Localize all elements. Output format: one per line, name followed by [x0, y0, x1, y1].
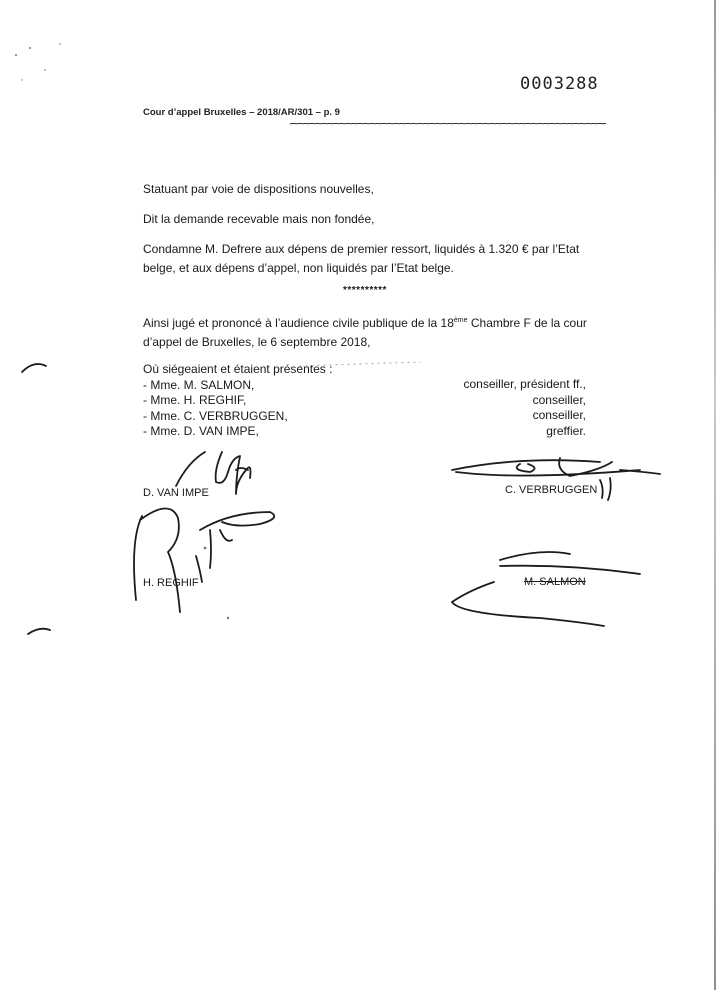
scan-edge [714, 0, 716, 990]
judgment-ordinal: ème [453, 317, 468, 324]
paragraph-condamne: Condamne M. Defrere aux dépens de premier ressort, liquidés à 1.320 € par l’Etat belge, et aux dépens d’appel, non liquidés par l’Etat belge. [143, 242, 580, 275]
ink-dot [227, 617, 229, 619]
scan-speck [29, 47, 31, 49]
signature-name-salmon: M. SALMON [524, 576, 586, 588]
signature-reghif [134, 508, 274, 612]
paragraph-recevable: Dit la demande recevable mais non fondée, [143, 212, 375, 226]
member-name: - Mme. D. VAN IMPE, [143, 424, 259, 438]
signature-name-verbruggen: C. VERBRUGGEN [505, 484, 598, 496]
paragraph-dispositions: Statuant par voie de dispositions nouvelles, [143, 182, 374, 196]
judgment-text-before: Ainsi jugé et prononcé à l’audience civile publique de la 18 [143, 316, 454, 330]
scan-speck [44, 69, 46, 71]
scan-speck [59, 43, 61, 45]
ink-dot [204, 547, 207, 550]
member-role: conseiller, [532, 392, 586, 407]
scan-speck [21, 79, 22, 80]
member-role: conseiller, [532, 408, 586, 422]
member-name: - Mme. H. REGHIF, [143, 393, 247, 407]
member-role: greffier. [546, 423, 586, 438]
separator: ********** [343, 285, 387, 296]
member-name: - Mme. M. SALMON, [143, 377, 255, 392]
signature-name-van-impe: D. VAN IMPE [143, 487, 209, 499]
stamp-number: 0003288 [520, 74, 599, 94]
seated-intro: Où siégeaient et étaient présentes : [143, 362, 333, 376]
roles-list [420, 377, 586, 439]
signature-name-reghif: H. REGHIF [143, 577, 199, 589]
seated-list [143, 362, 332, 440]
margin-mark [28, 629, 50, 634]
member-name: - Mme. C. VERBRUGGEN, [143, 408, 288, 423]
judgment-text-after: Chambre F de la cour d’appel de Bruxelles, le 6 septembre 2018, [143, 316, 587, 349]
member-role: conseiller, président ff., [463, 377, 586, 391]
paragraph-judgment [143, 314, 613, 352]
header-rule [290, 123, 606, 124]
margin-mark [22, 364, 46, 372]
scan-speck [15, 54, 17, 56]
page-header: Cour d’appel Bruxelles – 2018/AR/301 – p. 9 [143, 107, 340, 118]
signature-salmon [452, 552, 640, 626]
